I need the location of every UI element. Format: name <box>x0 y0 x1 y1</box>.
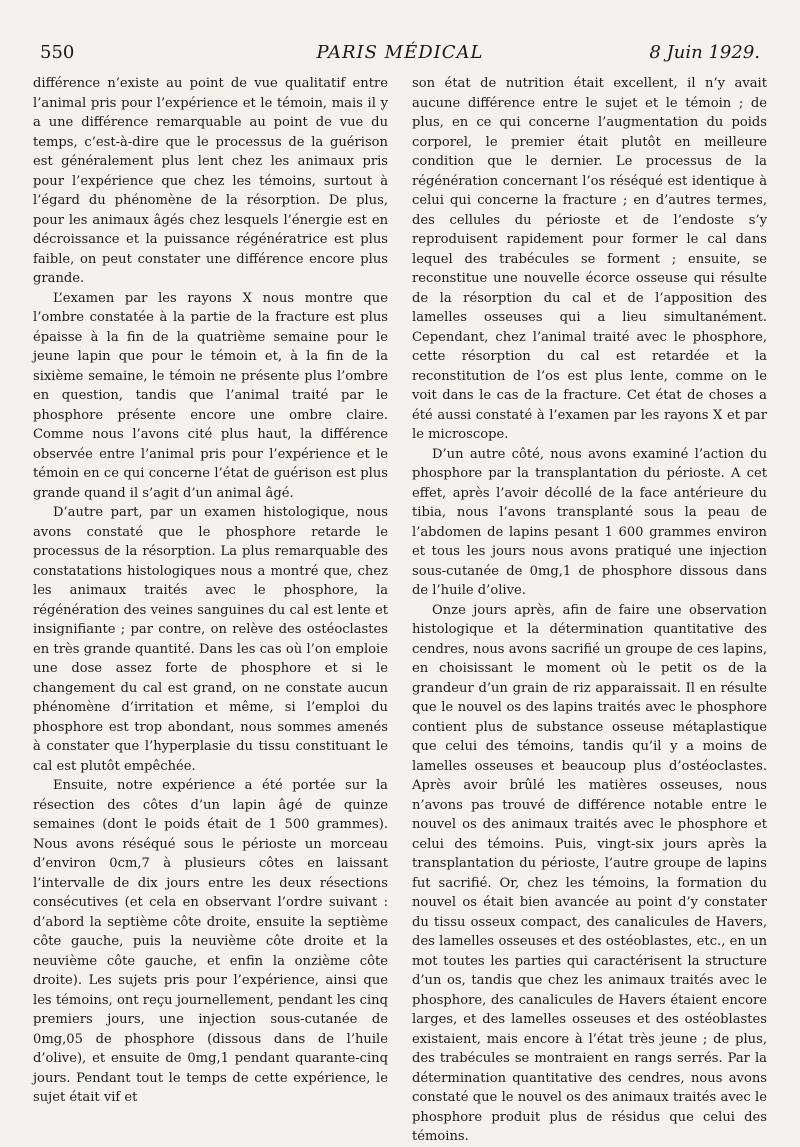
paragraph: différence n’existe au point de vue qualitatif entre l’animal pris pour l’expérience et le témoin, mais il y a une différence remarquable au point de vue du temps, c’est-à-dire que le processus de la guérison est généralement plus lent chez les animaux pris pour l’expérience que chez les témoins, surtout à l’égard du phénomène de la résorption. De plus, pour les animaux âgés chez lesquels l’énergie est en décroissance et la puissance régénératrice est plus faible, on peut constater une différence encore plus grande. <box>33 76 388 286</box>
right-column <box>412 74 767 1147</box>
paragraph: Ensuite, notre expérience a été portée sur la résection des côtes d’un lapin âgé de quinze semaines (dont le poids était de 1 500 grammes). Nous avons réséqué sous le périoste un morceau d’environ 0cm,7 à plusieurs côtes en laissant l’intervalle de dix jours entre les deux résections consécutives (et cela en observant l’ordre suivant : d’abord la septième côte droite, ensuite la septième côte gauche, puis la neuvième côte droite et la neuvième côte gauche, et enfin la onzième côte droite). Les sujets pris pour l’expérience, ainsi que les témoins, ont reçu journellement, pendant les cinq premiers jours, une injection sous-cutanée de 0mg,05 de phosphore (dissous dans de l’huile d’olive), et ensuite de 0mg,1 pendant quarante-cinq jours. Pendant tout le temps de cette expérience, le sujet était vif et <box>33 778 388 1105</box>
paragraph: son état de nutrition était excellent, il n’y avait aucune différence entre le sujet et le témoin ; de plus, en ce qui concerne l’augmentation du poids corporel, le premier était plutôt en meilleure condition que le dernier. Le processus de la régénération concernant l’os réséqué est identique à celui qui concerne la fracture ; en d’autres termes, des cellules du périoste et de l’endoste s’y reproduisent rapidement pour former le cal dans lequel des trabécules se forment ; ensuite, se reconstitue une nouvelle écorce osseuse qui résulte de la résorption du cal et de l’apposition des lamelles osseuses qui a lieu simultanément. Cependant, chez l’animal traité avec le phosphore, cette résorption du cal est retardée et la reconstitution de l’os est plus lente, comme on le voit dans le cas de la fracture. Cet état de choses a été aussi constaté à l’examen par les rayons X et par le microscope. <box>412 76 767 442</box>
left-column <box>33 74 388 1108</box>
paragraph: L’examen par les rayons X nous montre que l’ombre constatée à la partie de la fracture est plus épaisse à la fin de la quatrième semaine pour le jeune lapin que pour le témoin et, à la fin de la sixième semaine, le témoin ne présente plus l’ombre en question, tandis que l’animal traité par le phosphore présente encore une ombre claire. Comme nous l’avons cité plus haut, la différence observée entre l’animal pris pour l’expérience et le témoin en ce qui concerne l’état de guérison est plus grande quand il s’agit d’un animal âgé. <box>33 290 388 501</box>
journal-title: PARIS MÉDICAL <box>316 42 484 63</box>
page-header <box>40 42 760 70</box>
page-number: 550 <box>40 42 75 63</box>
paragraph: D’un autre côté, nous avons examiné l’action du phosphore par la transplantation du périoste. A cet effet, après l’avoir décollé de la face antérieure du tibia, nous l’avons transplanté sous la peau de l’abdomen de lapins pesant 1 600 grammes environ et tous les jours nous avons pratiqué une injection sous-cutanée de 0mg,1 de phosphore dissous dans de l’huile d’olive. <box>412 446 767 598</box>
issue-date: 8 Juin 1929. <box>649 42 760 63</box>
paragraph: Onze jours après, afin de faire une observation histologique et la détermination quantitative des cendres, nous avons sacrifié un groupe de ces lapins, en choisissant le moment où le petit os de la grandeur d’un grain de riz apparaissait. Il en résulte que le nouvel os des lapins traités avec le phosphore contient plus de substance osseuse métaplastique que celui des témoins, tandis qu’il y a moins de lamelles osseuses et beaucoup plus d’ostéoclastes. Après avoir brûlé les matières osseuses, nous n’avons pas trouvé de différence notable entre le nouvel os des animaux traités avec le phosphore et celui des témoins. Puis, vingt-six jours après la transplantation du périoste, l’autre groupe de lapins fut sacrifié. Or, chez les témoins, la formation du nouvel os était bien avancée au point d’y constater du tissu osseux compact, des canalicules de Havers, des lamelles osseuses et des ostéoblastes, etc., en un mot toutes les parties qui caractérisent la structure d’un os, tandis que chez les animaux traités avec le phosphore, des canalicules de Havers étaient encore larges, et des lamelles osseuses et des ostéoblastes existaient, mais encore à l’état très jeune ; de plus, des trabécules se montraient en rangs serrés. Par la détermination quantitative des cendres, nous avons constaté que le nouvel os des animaux traités avec le phosphore produit plus de résidus que celui des témoins. <box>412 602 767 1144</box>
paragraph: D’autre part, par un examen histologique, nous avons constaté que le phosphore retarde le processus de la résorption. La plus remarquable des constatations histologiques nous a montré que, chez les animaux traités avec le phosphore, la régénération des veines sanguines du cal est lente et insignifiante ; par contre, on relève des ostéoclastes en très grande quantité. Dans les cas où l’on emploie une dose assez forte de phosphore et si le changement du cal est grand, on ne constate aucun phénomène d’irritation et même, si l’emploi du phosphore est trop abondant, nous sommes amenés à constater que l’hyperplasie du tissu constituant le cal est plutôt empêchée. <box>33 505 388 774</box>
